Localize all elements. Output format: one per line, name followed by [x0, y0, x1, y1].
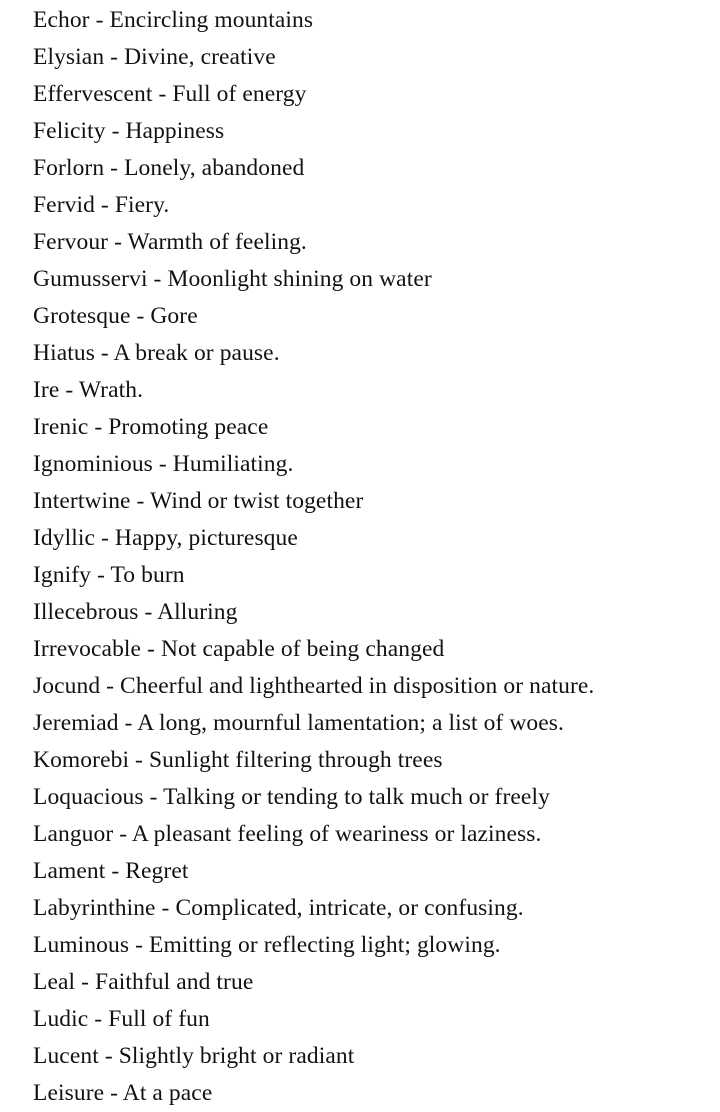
glossary-entry: Ignominious - Humiliating.: [33, 451, 294, 477]
glossary-entry: Fervid - Fiery.: [33, 192, 170, 218]
glossary-entry: Ire - Wrath.: [33, 377, 144, 403]
glossary-entry: Forlorn - Lonely, abandoned: [33, 155, 305, 181]
glossary-entry: Luminous - Emitting or reflecting light; glowing.: [33, 932, 501, 958]
glossary-entry: Illecebrous - Alluring: [33, 599, 238, 625]
glossary-entry: Jocund - Cheerful and lighthearted in disposition or nature.: [33, 673, 595, 699]
glossary-entry: Felicity - Happiness: [33, 118, 225, 144]
glossary-entry: Leal - Faithful and true: [33, 969, 254, 995]
glossary-entry: Ignify - To burn: [33, 562, 185, 588]
glossary-entry: Leisure - At a pace: [33, 1080, 213, 1106]
glossary-entry: Languor - A pleasant feeling of weariness or laziness.: [33, 821, 542, 847]
glossary-list: [0, 2, 720, 1112]
glossary-entry: Grotesque - Gore: [33, 303, 198, 329]
glossary-entry: Labyrinthine - Complicated, intricate, or confusing.: [33, 895, 524, 921]
glossary-entry: Lament - Regret: [33, 858, 189, 884]
glossary-entry: Komorebi - Sunlight filtering through trees: [33, 747, 443, 773]
glossary-entry: Elysian - Divine, creative: [33, 44, 276, 70]
glossary-entry: Fervour - Warmth of feeling.: [33, 229, 307, 255]
glossary-entry: Gumusservi - Moonlight shining on water: [33, 266, 432, 292]
glossary-entry: Effervescent - Full of energy: [33, 81, 307, 107]
glossary-entry: Lucent - Slightly bright or radiant: [33, 1043, 355, 1069]
glossary-entry: Ludic - Full of fun: [33, 1006, 210, 1032]
glossary-entry: Idyllic - Happy, picturesque: [33, 525, 298, 551]
glossary-entry: Loquacious - Talking or tending to talk much or freely: [33, 784, 550, 810]
glossary-entry: Hiatus - A break or pause.: [33, 340, 280, 366]
glossary-entry: Jeremiad - A long, mournful lamentation; a list of woes.: [33, 710, 564, 736]
glossary-entry: Irenic - Promoting peace: [33, 414, 269, 440]
glossary-entry: Intertwine - Wind or twist together: [33, 488, 364, 514]
glossary-entry: Echor - Encircling mountains: [33, 7, 314, 33]
glossary-entry: Irrevocable - Not capable of being changed: [33, 636, 445, 662]
